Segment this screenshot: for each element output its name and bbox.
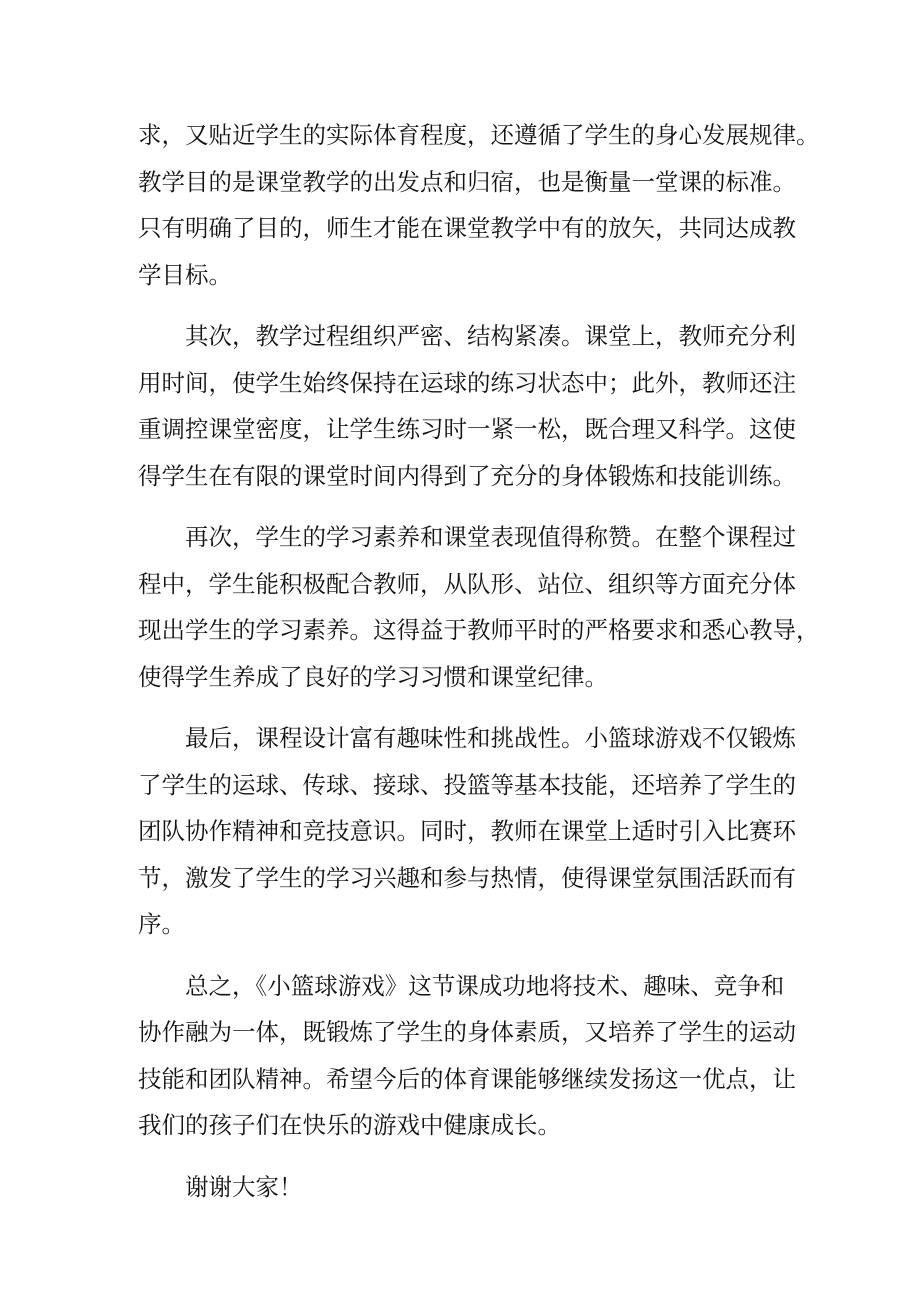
text-line: 重调控课堂密度，让学生练习时一紧一松，既合理又科学。这使 <box>138 415 796 443</box>
document-body <box>138 112 820 1210</box>
text-line: 序。 <box>138 910 185 938</box>
text-line: 求，又贴近学生的实际体育程度，还遵循了学生的身心发展规律。 <box>138 121 820 149</box>
paragraph-2 <box>138 313 798 499</box>
text-line: 节，激发了学生的学习兴趣和参与热情，使得课堂氛围活跃而有 <box>138 863 796 892</box>
text-line: 了学生的运球、传球、接球、投篮等基本技能，还培养了学生的 <box>138 770 796 799</box>
text-line: 教学目的是课堂教学的出发点和归宿，也是衡量一堂课的标准。 <box>138 167 796 196</box>
text-line: 其次，教学过程组织严密、结构紧凑。课堂上，教师充分利 <box>185 322 796 350</box>
text-line: 技能和团队精神。希望今后的体育课能够继续发扬这一优点，让 <box>138 1064 796 1093</box>
text-line: 学目标。 <box>138 260 232 289</box>
text-line: 我们的孩子们在快乐的游戏中健康成长。 <box>138 1111 561 1139</box>
paragraph-6 <box>138 1164 798 1211</box>
text-line: 程中，学生能积极配合教师，从队形、站位、组织等方面充分体 <box>138 569 796 598</box>
text-line: 现出学生的学习素养。这得益于教师平时的严格要求和悉心教导， <box>138 616 820 644</box>
paragraph-5 <box>138 963 798 1149</box>
text-line: 再次，学生的学习素养和课堂表现值得称赞。在整个课程过 <box>185 523 796 551</box>
paragraph-1 <box>138 112 820 298</box>
text-line: 得学生在有限的课堂时间内得到了充分的身体锻炼和技能训练。 <box>138 461 796 490</box>
closing-line: 谢谢大家！ <box>185 1172 303 1201</box>
text-line: 团队协作精神和竞技意识。同时，教师在课堂上适时引入比赛环 <box>138 817 796 845</box>
text-line: 协作融为一体，既锻炼了学生的身体素质，又培养了学生的运动 <box>138 1018 796 1046</box>
text-line: 只有明确了目的，师生才能在课堂教学中有的放矢，共同达成教 <box>138 214 796 242</box>
text-line: 使得学生养成了良好的学习习惯和课堂纪律。 <box>138 662 608 691</box>
paragraph-3 <box>138 514 820 700</box>
text-line: 用时间，使学生始终保持在运球的练习状态中；此外，教师还注 <box>138 368 796 397</box>
paragraph-4 <box>138 715 798 948</box>
text-line: 最后，课程设计富有趣味性和挑战性。小篮球游戏不仅锻炼 <box>185 724 796 752</box>
text-line: 总之，《小篮球游戏》这节课成功地将技术、趣味、竞争和 <box>185 971 785 1000</box>
